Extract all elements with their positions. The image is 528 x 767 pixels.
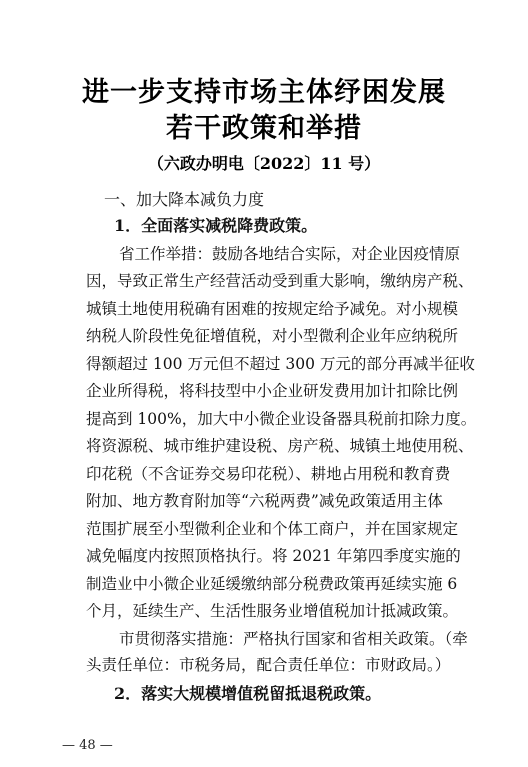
section-heading: 一、加大降本减负力度	[104, 190, 265, 209]
page-number: — 48 —	[62, 738, 113, 753]
body-line: 纳税人阶段性免征增值税，对小型微利企业年应纳税所	[86, 327, 459, 345]
body-line: 范围扩展至小型微利企业和个体工商户，并在国家规定	[86, 520, 459, 538]
body-line: 将资源税、城市维护建设税、房产税、城镇土地使用税、	[86, 437, 474, 455]
body-line: 市贯彻落实措施：严格执行国家和省相关政策。（牵	[119, 630, 468, 648]
body-line: 印花税（不含证券交易印花税）、耕地占用税和教育费	[86, 465, 451, 483]
body-line: 城镇土地使用税确有困难的按规定给予减免。对小规模	[86, 300, 459, 318]
body-line: 附加、地方教育附加等“六税两费”减免政策适用主体	[86, 492, 443, 510]
body-line: 提高到 100%，加大中小微企业设备器具税前扣除力度。	[86, 410, 477, 428]
body-line: 企业所得税，将科技型中小企业研发费用加计扣除比例	[86, 382, 459, 400]
body-line: 减免幅度内按照顶格执行。将 2021 年第四季度实施的	[86, 547, 461, 565]
body-line: 制造业中小微企业延缓缴纳部分税费政策再延续实施 6	[86, 575, 458, 593]
item-1-heading: 1．全面落实减税降费政策。	[114, 216, 318, 235]
body-line: 因，导致正常生产经营活动受到重大影响，缴纳房产税、	[86, 272, 474, 290]
document-title-line-1: 进一步支持市场主体纾困发展	[82, 77, 446, 108]
document-title-line-2: 若干政策和举措	[166, 113, 362, 144]
item-2-heading: 2．落实大规模增值税留抵退税政策。	[114, 684, 382, 703]
body-line: 省工作举措：鼓励各地结合实际，对企业因疫情原	[119, 245, 461, 263]
body-line: 个月，延续生产、生活性服务业增值税加计抵减政策。	[86, 602, 459, 620]
body-line: 得额超过 100 万元但不超过 300 万元的部分再减半征收	[86, 355, 475, 373]
body-line: 头责任单位：市税务局，配合责任单位：市财政局。）	[86, 656, 451, 674]
document-number: （六政办明电〔2022〕11 号）	[147, 154, 381, 173]
